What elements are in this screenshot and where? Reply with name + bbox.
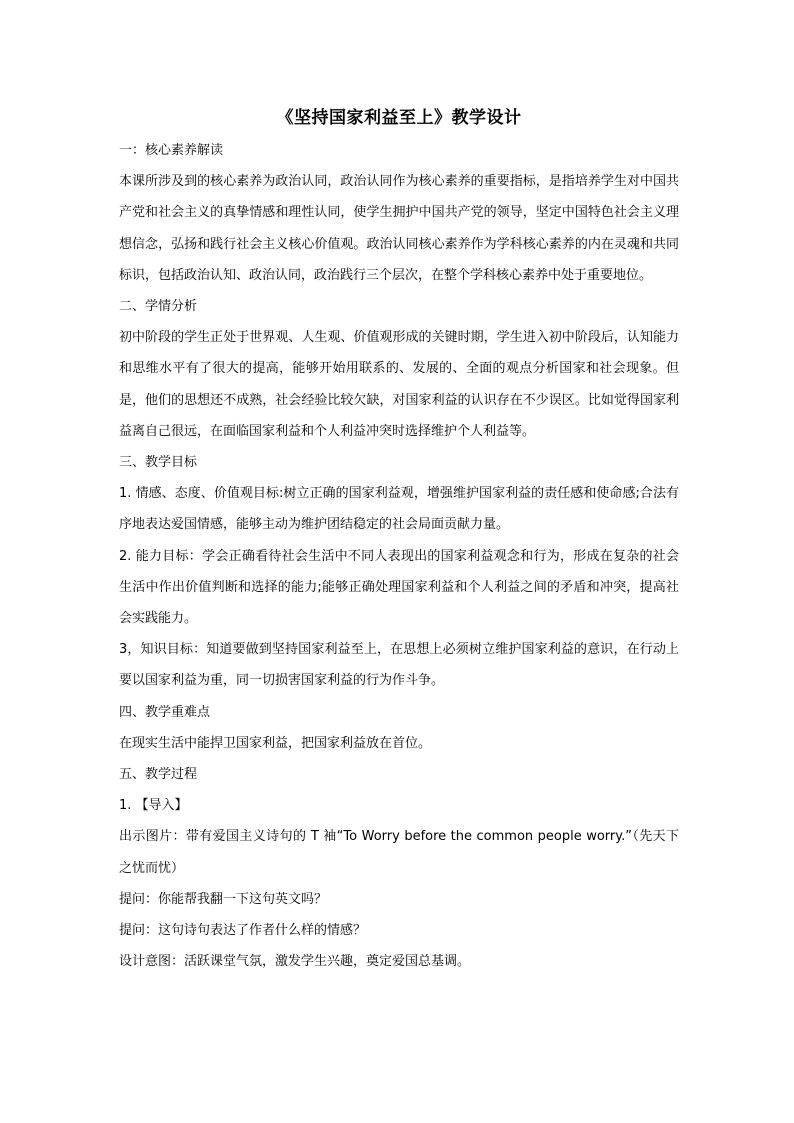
- section-heading-core-literacy: 一：核心素养解读: [119, 143, 224, 158]
- section-heading-teaching-goals: 三、教学目标: [119, 455, 198, 471]
- document-title: 《坚持国家利益至上》教学设计: [276, 108, 522, 128]
- section-heading-student-analysis: 二、学情分析: [119, 299, 198, 315]
- goal-item-ability: 2. 能力目标：学会正确看待社会生活中不同人表现出的国家利益观念和行为，形成在复杂的社会生活中作出价值判断和选择的能力;能够正确处理国家利益和个人利益之间的矛盾和冲突，提高社会实践能力。: [119, 548, 679, 627]
- paragraph-question-1: 提问：你能帮我翻一下这句英文吗？: [119, 891, 328, 907]
- document-body: [119, 106, 679, 977]
- goal-item-knowledge: 3，知识目标：知道要做到坚持国家利益至上，在思想上必须树立维护国家利益的意识，在行动上要以国家利益为重，同一切损害国家利益的行为作斗争。: [119, 642, 679, 689]
- section-heading-key-points: 四、教学重难点: [119, 704, 211, 720]
- paragraph-question-2: 提问：这句诗句表达了作者什么样的情感？: [119, 923, 367, 939]
- paragraph-design-intent: 设计意图：活跃课堂气氛，激发学生兴趣，奠定爱国总基调。: [119, 954, 471, 970]
- section-heading-teaching-process: 五、教学过程: [119, 767, 198, 783]
- goal-item-emotion: 1. 情感、态度、价值观目标:树立正确的国家利益观，增强维护国家利益的责任感和使命感;合法有序地表达爱国情感，能够主动为维护团结稳定的社会局面贡献力量。: [119, 486, 679, 533]
- paragraph-core-literacy: 本课所涉及到的核心素养为政治认同，政治认同作为核心素养的重要指标，是指培养学生对中国共产党和社会主义的真挚情感和理性认同，使学生拥护中国共产党的领导，坚定中国特色社会主义理想信念，弘扬和践行社会主义核心价值观。政治认同核心素养作为学科核心素养的内在灵魂和共同标识，包括政治认知、政治认同，政治践行三个层次，在整个学科核心素养中处于重要地位。: [119, 174, 679, 283]
- process-step-intro: 1. 【导入】: [119, 798, 188, 814]
- paragraph-student-analysis: 初中阶段的学生正处于世界观、人生观、价值观形成的关键时期，学生进入初中阶段后，认知能力和思维水平有了很大的提高，能够开始用联系的、发展的、全面的观点分析国家和社会现象。但是，他们的思想还不成熟，社会经验比较欠缺，对国家利益的认识存在不少误区。比如觉得国家利益离自己很远，在面临国家利益和个人利益冲突时选择维护个人利益等。: [119, 330, 679, 439]
- paragraph-key-points: 在现实生活中能捍卫国家利益，把国家利益放在首位。: [119, 735, 432, 751]
- paragraph-show-picture: 出示图片：带有爱国主义诗句的 T 袖“To Worry before the common people worry.”（先天下之忧而忧）: [119, 829, 679, 876]
